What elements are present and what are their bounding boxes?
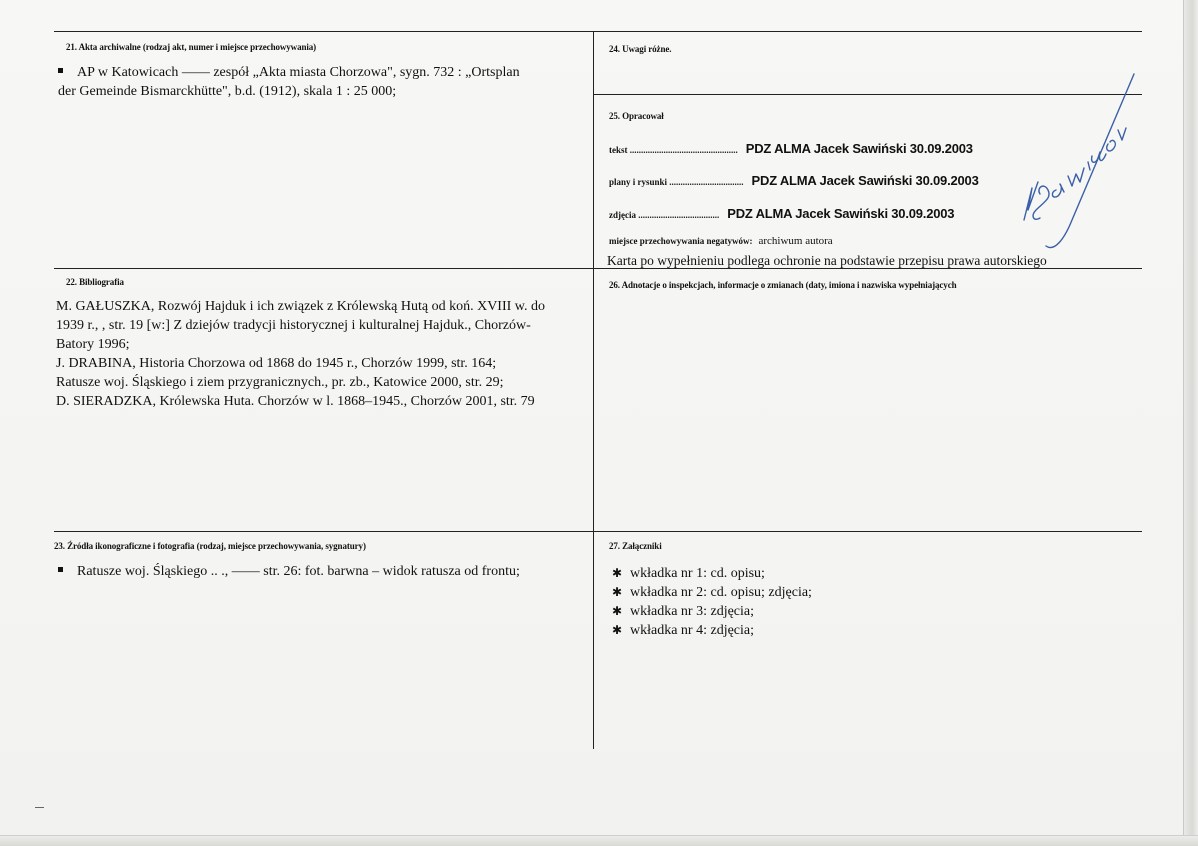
row-value: PDZ ALMA Jacek Sawiński 30.09.2003 bbox=[751, 173, 979, 188]
handwritten-signature bbox=[1018, 70, 1148, 260]
attachment-text: wkładka nr 4: zdjęcia; bbox=[630, 623, 755, 638]
section-27-label: 27. Załączniki bbox=[609, 541, 662, 551]
paper-edge-right bbox=[1183, 0, 1198, 846]
bibliography-line: M. GAŁUSZKA, Rozwój Hajduk i ich związek z Królewską Hutą od koń. XVIII w. do bbox=[56, 299, 545, 314]
attachment-item bbox=[612, 583, 812, 602]
asterisk-bullet-icon: ✱ bbox=[612, 585, 623, 599]
negatives-label: miejsce przechowywania negatywów: bbox=[609, 236, 753, 246]
bibliography-line: Batory 1996; bbox=[56, 337, 130, 352]
bibliography-line: J. DRABINA, Historia Chorzowa od 1868 do 1945 r., Chorzów 1999, str. 164; bbox=[56, 356, 497, 371]
section-25-row-plany bbox=[609, 172, 979, 190]
attachment-item bbox=[612, 564, 812, 583]
section-21-item-line2: der Gemeinde Bismarckhütte", b.d. (1912), skala 1 : 25 000; bbox=[58, 84, 397, 99]
bibliography-line: D. SIERADZKA, Królewska Huta. Chorzów w l. 1868–1945., Chorzów 2001, str. 79 bbox=[56, 394, 535, 409]
section-21-item-line1: AP w Katowicach —— zespół „Akta miasta Chorzowa", sygn. 732 : „Ortsplan bbox=[77, 65, 520, 80]
section-26-label: 26. Adnotacje o inspekcjach, informacje o zmianach (daty, imiona i nazwiska wypełniających bbox=[609, 280, 957, 290]
section-25-label: 25. Opracował bbox=[609, 111, 664, 121]
row-value: PDZ ALMA Jacek Sawiński 30.09.2003 bbox=[745, 141, 973, 156]
section-27-attachments bbox=[612, 564, 812, 640]
attachment-item bbox=[612, 602, 812, 621]
row-key: plany i rysunki ................................. bbox=[609, 177, 744, 187]
section-23-item bbox=[58, 562, 520, 581]
section-22-bibliography bbox=[56, 297, 545, 411]
bibliography-line: Ratusze woj. Śląskiego i ziem przygranicznych., pr. zb., Katowice 2000, str. 29; bbox=[56, 375, 504, 390]
negatives-value: archiwum autora bbox=[758, 235, 833, 247]
asterisk-bullet-icon: ✱ bbox=[612, 604, 623, 618]
row-key: zdjęcia .................................... bbox=[609, 210, 720, 220]
top-border-line bbox=[54, 31, 1142, 32]
center-divider bbox=[593, 31, 594, 749]
asterisk-bullet-icon: ✱ bbox=[612, 566, 623, 580]
row-value: PDZ ALMA Jacek Sawiński 30.09.2003 bbox=[727, 206, 955, 221]
attachment-text: wkładka nr 2: cd. opisu; zdjęcia; bbox=[630, 585, 812, 600]
section-23-label: 23. Źródła ikonograficzne i fotografia (rodzaj, miejsce przechowywania, sygnatury) bbox=[54, 541, 366, 551]
section-25-negatives bbox=[609, 231, 833, 249]
section-23-item-text: Ratusze woj. Śląskiego .. ., —— str. 26: fot. barwna – widok ratusza od frontu; bbox=[77, 564, 520, 579]
bibliography-line: 1939 r., , str. 19 [w:] Z dziejów tradycji historycznej i kulturalnej Hajduk., Chorzów- bbox=[56, 318, 531, 333]
square-bullet-icon bbox=[58, 68, 63, 73]
margin-mark bbox=[35, 807, 44, 808]
section-24-label: 24. Uwagi różne. bbox=[609, 44, 672, 54]
square-bullet-icon bbox=[58, 567, 63, 572]
divider-row2-row3 bbox=[54, 531, 1142, 532]
copyright-notice: Karta po wypełnieniu podlega ochronie na podstawie przepisu prawa autorskiego bbox=[607, 253, 1047, 268]
attachment-text: wkładka nr 1: cd. opisu; bbox=[630, 566, 765, 581]
asterisk-bullet-icon: ✱ bbox=[612, 623, 623, 637]
section-21-item bbox=[58, 63, 520, 82]
attachment-text: wkładka nr 3: zdjęcia; bbox=[630, 604, 755, 619]
row-key: tekst ................................................ bbox=[609, 145, 738, 155]
attachment-item bbox=[612, 621, 812, 640]
section-21-label: 21. Akta archiwalne (rodzaj akt, numer i miejsce przechowywania) bbox=[66, 42, 317, 52]
section-22-label: 22. Bibliografia bbox=[66, 277, 124, 287]
section-25-row-zdjecia bbox=[609, 205, 954, 223]
section-25-row-tekst bbox=[609, 140, 973, 158]
paper-edge-bottom bbox=[0, 835, 1198, 846]
